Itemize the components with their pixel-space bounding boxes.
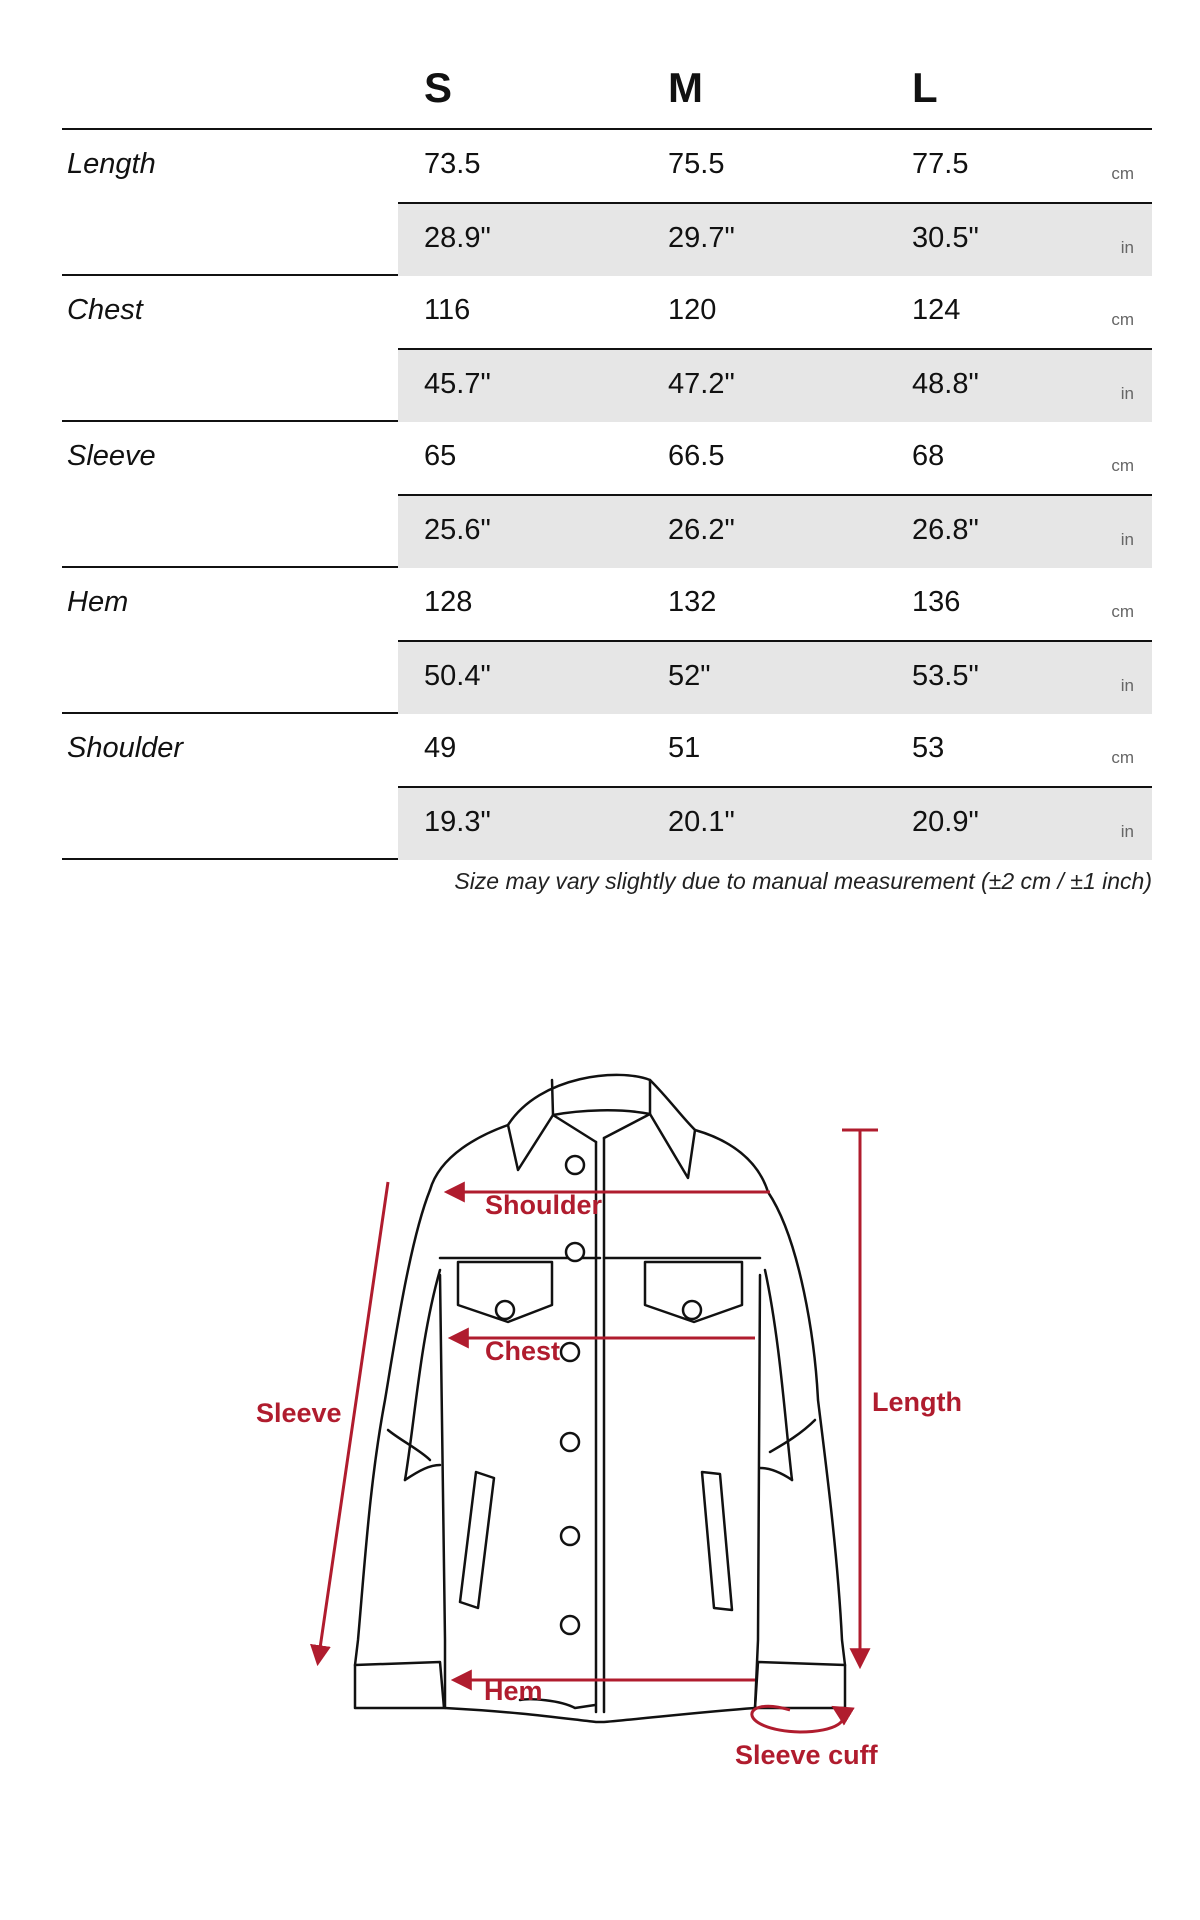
unit-in: in [1120, 530, 1134, 549]
value-m-in: 47.2" [668, 368, 735, 400]
length-label: Length [872, 1387, 962, 1417]
value-m-cm: 120 [668, 294, 717, 326]
value-l-cm: 77.5 [912, 148, 969, 180]
measurement-note: Size may vary slightly due to manual measurement (±2 cm / ±1 inch) [454, 868, 1152, 894]
unit-cm: cm [1111, 456, 1134, 475]
size-header-s: S [424, 64, 453, 111]
size-header-m: M [668, 64, 703, 111]
measurement-name: Shoulder [67, 732, 184, 764]
size-header-row [62, 60, 1152, 130]
measurement-group-hem [62, 568, 1152, 714]
measurement-group-chest [62, 276, 1152, 422]
unit-in: in [1120, 384, 1134, 403]
value-l-in: 30.5" [912, 222, 979, 254]
value-l-cm: 68 [912, 440, 945, 472]
unit-in: in [1120, 676, 1134, 695]
value-m-in: 26.2" [668, 514, 735, 546]
measurement-group-length [62, 130, 1152, 276]
inch-row [398, 640, 1152, 714]
cm-row [398, 276, 1152, 348]
inch-row [398, 348, 1152, 422]
value-l-in: 20.9" [912, 806, 979, 838]
value-l-cm: 136 [912, 586, 961, 618]
jacket-outline-icon [0, 1040, 1200, 1840]
shoulder-label: Shoulder [485, 1190, 603, 1220]
hem-label: Hem [484, 1676, 543, 1706]
measurement-group-shoulder [62, 714, 1152, 860]
size-chart-table [62, 60, 1152, 860]
value-m-in: 52" [668, 660, 711, 692]
sleeve-cuff-label: Sleeve cuff [735, 1740, 878, 1770]
value-s-in: 50.4" [424, 660, 491, 692]
unit-cm: cm [1111, 748, 1134, 767]
value-m-cm: 132 [668, 586, 717, 618]
value-m-in: 20.1" [668, 806, 735, 838]
unit-in: in [1120, 822, 1134, 841]
value-s-cm: 116 [424, 294, 471, 326]
size-header-l: L [912, 64, 938, 111]
value-s-cm: 65 [424, 440, 457, 472]
measurement-name: Hem [67, 586, 129, 618]
value-m-cm: 66.5 [668, 440, 725, 472]
value-m-cm: 75.5 [668, 148, 725, 180]
cm-row [398, 422, 1152, 494]
measurement-diagram [0, 1040, 1200, 1840]
unit-cm: cm [1111, 602, 1134, 621]
unit-in: in [1120, 238, 1134, 257]
chest-label: Chest [485, 1336, 561, 1366]
value-l-cm: 124 [912, 294, 961, 326]
cm-row [398, 714, 1152, 786]
measurement-name: Length [67, 148, 156, 180]
value-l-in: 53.5" [912, 660, 979, 692]
inch-row [398, 494, 1152, 568]
cm-row [398, 568, 1152, 640]
measurement-group-sleeve [62, 422, 1152, 568]
measurement-name: Chest [67, 294, 143, 326]
value-l-cm: 53 [912, 732, 945, 764]
value-s-cm: 73.5 [424, 148, 481, 180]
sleeve-label: Sleeve [256, 1398, 342, 1428]
inch-row [398, 786, 1152, 860]
value-l-in: 26.8" [912, 514, 979, 546]
value-s-in: 25.6" [424, 514, 491, 546]
value-m-in: 29.7" [668, 222, 735, 254]
measurement-name: Sleeve [67, 440, 156, 472]
value-m-cm: 51 [668, 732, 701, 764]
value-s-cm: 128 [424, 586, 473, 618]
value-s-cm: 49 [424, 732, 457, 764]
inch-row [398, 202, 1152, 276]
value-s-in: 45.7" [424, 368, 491, 400]
unit-cm: cm [1111, 164, 1134, 183]
value-s-in: 19.3" [424, 806, 491, 838]
unit-cm: cm [1111, 310, 1134, 329]
cm-row [398, 130, 1152, 202]
value-l-in: 48.8" [912, 368, 979, 400]
value-s-in: 28.9" [424, 222, 491, 254]
